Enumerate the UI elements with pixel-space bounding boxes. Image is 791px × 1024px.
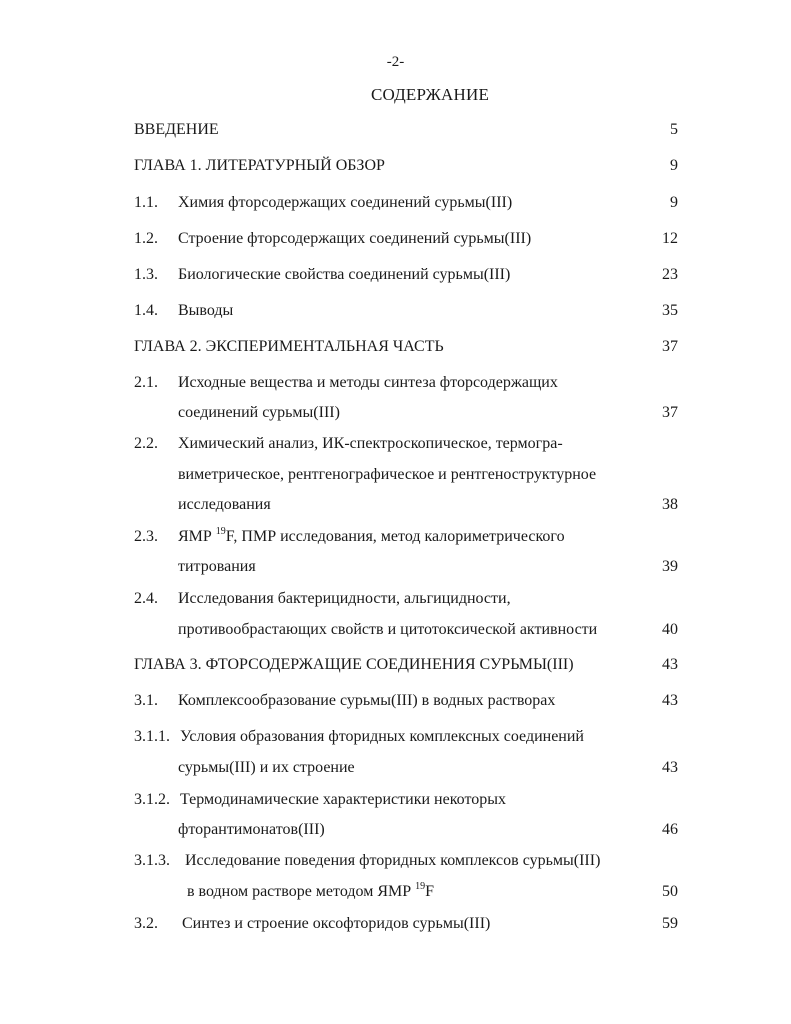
toc-entry-title: ГЛАВА 2. ЭКСПЕРИМЕНТАЛЬНАЯ ЧАСТЬ (134, 338, 444, 355)
toc-entry-title-line: фторантимонатов(III) (178, 821, 325, 838)
toc-entry-page: 43 (662, 656, 678, 673)
toc-entry-title: Выводы (178, 302, 234, 319)
toc-entry-page: 9 (670, 157, 678, 174)
toc-entry-title-line: Исследование поведения фторидных комплексов сурьмы(III) (185, 852, 601, 869)
toc-entry-title-line: Исследования бактерицидности, альгицидности, (178, 590, 511, 607)
toc-entry-title-line: виметрическое, рентгенографическое и рентгеноструктурное (178, 466, 597, 483)
isotope-superscript: 19 (415, 880, 426, 892)
toc-entry-title-line: Химический анализ, ИК-спектроскопическое, термогра- (178, 435, 563, 452)
toc-entry-page: 37 (662, 338, 678, 355)
toc-entry-number: 3.1.3. (134, 852, 170, 869)
toc-entry-title: Комплексообразование сурьмы(III) в водных растворах (178, 692, 556, 709)
toc-entry-number: 1.2. (134, 230, 158, 247)
toc-entry-title: Синтез и строение оксофторидов сурьмы(III) (182, 915, 491, 932)
toc-entry-page: 59 (662, 915, 678, 932)
toc-entry-title: Биологические свойства соединений сурьмы(III) (178, 266, 511, 283)
toc-entry-number: 1.4. (134, 302, 158, 319)
toc-entry-page: 9 (670, 194, 678, 211)
toc-entry-title: ГЛАВА 3. ФТОРСОДЕРЖАЩИЕ СОЕДИНЕНИЯ СУРЬМЫ(III) (134, 656, 574, 673)
page-title: СОДЕРЖАНИЕ (370, 85, 490, 104)
toc-entry-title: Химия фторсодержащих соединений сурьмы(III) (178, 194, 513, 211)
toc-entry-title-line: соединений сурьмы(III) (178, 404, 340, 421)
title-text: F, ПМР исследования, метод калориметрического (225, 528, 565, 545)
toc-entry-page: 23 (662, 266, 678, 283)
toc-entry-title-line: Условия образования фторидных комплексных соединений (180, 728, 584, 745)
toc-entry-number: 3.2. (134, 915, 158, 932)
toc-entry-number: 3.1.1. (134, 728, 170, 745)
toc-entry-title-line (178, 527, 565, 547)
toc-entry-page: 35 (662, 302, 678, 319)
nmr-label: ЯМР (178, 528, 216, 545)
toc-entry-page: 43 (662, 692, 678, 709)
toc-entry-page: 40 (662, 621, 678, 638)
toc-entry-number: 3.1.2. (134, 791, 170, 808)
toc-entry-page: 46 (662, 821, 678, 838)
toc-entry-page: 12 (662, 230, 678, 247)
toc-entry-page: 39 (662, 558, 678, 575)
toc-entry-number: 2.1. (134, 374, 158, 391)
isotope-superscript: 19 (215, 525, 226, 537)
toc-entry-page: 5 (670, 121, 678, 138)
toc-entry-title-line (187, 882, 434, 902)
toc-entry-page: 50 (662, 883, 678, 900)
toc-entry-number: 3.1. (134, 692, 158, 709)
toc-entry-title: ГЛАВА 1. ЛИТЕРАТУРНЫЙ ОБЗОР (134, 157, 385, 174)
toc-entry-title-line: Исходные вещества и методы синтеза фторсодержащих (178, 374, 558, 391)
toc-entry-title: ВВЕДЕНИЕ (134, 121, 219, 138)
toc-entry-number: 2.2. (134, 435, 158, 452)
toc-entry-number: 1.3. (134, 266, 158, 283)
toc-entry-page: 37 (662, 404, 678, 421)
page-number: -2- (386, 54, 405, 70)
toc-entry-title-line: Термодинамические характеристики некоторых (180, 791, 506, 808)
toc-entry-number: 2.3. (134, 528, 158, 545)
toc-entry-title-line: титрования (178, 558, 256, 575)
toc-entry-title-line: исследования (178, 496, 271, 513)
toc-entry-title: Строение фторсодержащих соединений сурьмы(III) (178, 230, 532, 247)
toc-entry-page: 43 (662, 759, 678, 776)
toc-entry-number: 1.1. (134, 194, 158, 211)
title-text: в водном растворе методом ЯМР (187, 883, 416, 900)
toc-entry-number: 2.4. (134, 590, 158, 607)
toc-entry-title-line: сурьмы(III) и их строение (178, 759, 355, 776)
toc-entry-page: 38 (662, 496, 678, 513)
toc-entry-title-line: противообрастающих свойств и цитотоксической активности (178, 621, 598, 638)
nmr-nucleus: F (425, 883, 435, 900)
